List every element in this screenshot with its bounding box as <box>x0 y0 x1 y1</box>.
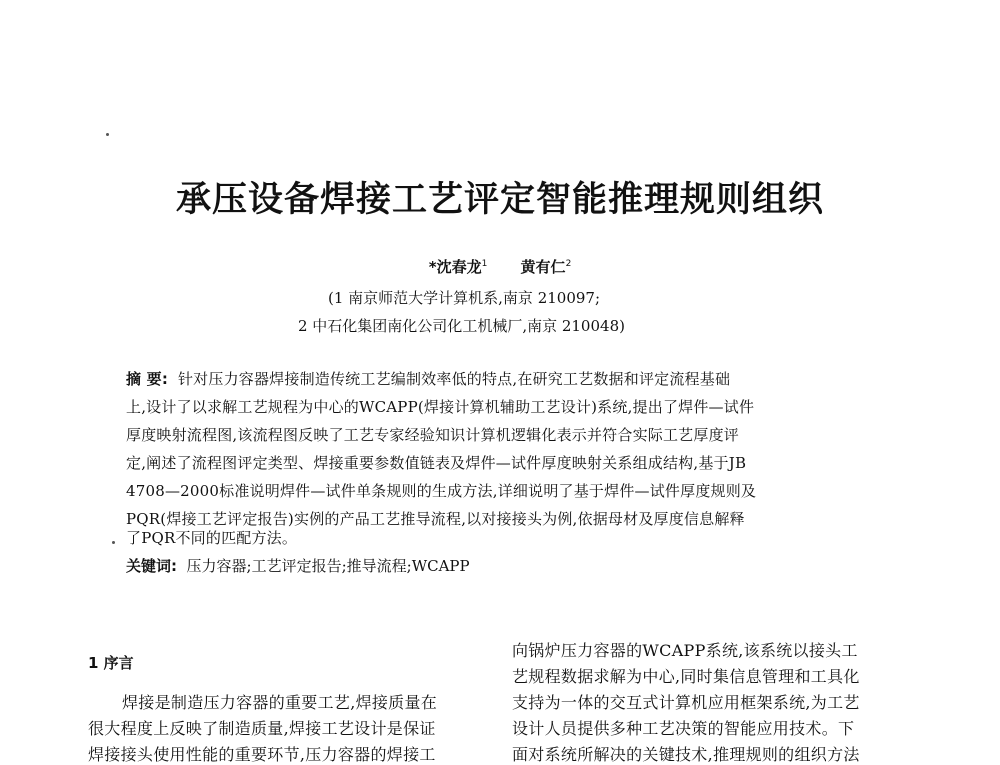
body-text-line: 焊接接头使用性能的重要环节,压力容器的焊接工 <box>88 745 436 764</box>
body-text-line: 焊接是制造压力容器的重要工艺,焊接质量在 <box>122 693 438 712</box>
author-2-affil-mark: 2 <box>565 259 572 269</box>
body-text-line: 面对系统所解决的关键技术,推理规则的组织方法 <box>512 745 860 764</box>
body-text-line: 艺规程数据求解为中心,同时集信息管理和工具化 <box>512 667 860 686</box>
abstract-line: 定,阐述了流程图评定类型、焊接重要参数值链表及焊件—试件厚度映射关系组成结构,基于JB <box>126 454 747 472</box>
abstract-line: 厚度映射流程图,该流程图反映了工艺专家经验知识计算机逻辑化表示并符合实际工艺厚度评 <box>126 426 739 444</box>
abstract-line: 了PQR不同的匹配方法。 <box>126 529 298 547</box>
body-text-line: 支持为一体的交互式计算机应用框架系统,为工艺 <box>512 693 860 712</box>
author-line <box>0 256 1000 277</box>
abstract-line <box>126 368 730 389</box>
body-text-line: 很大程度上反映了制造质量,焊接工艺设计是保证 <box>88 719 436 738</box>
keywords-text: 压力容器;工艺评定报告;推导流程;WCAPP <box>186 557 470 575</box>
abstract-line: PQR(焊接工艺评定报告)实例的产品工艺推导流程,以对接接头为例,依据母材及厚度信息解释 <box>126 510 745 528</box>
corresponding-mark: * <box>428 258 437 276</box>
author-1: 沈春龙 <box>436 258 482 276</box>
author-2: 黄有仁 <box>520 258 566 276</box>
abstract-line: 4708—2000标准说明焊件—试件单条规则的生成方法,详细说明了基于焊件—试件厚度规则及 <box>126 482 757 500</box>
paper-title: 承压设备焊接工艺评定智能推理规则组织 <box>175 180 824 220</box>
abstract-line: 上,设计了以求解工艺规程为中心的WCAPP(焊接计算机辅助工艺设计)系统,提出了焊件—试件 <box>126 398 755 416</box>
body-text-line: 向锅炉压力容器的WCAPP系统,该系统以接头工 <box>512 641 858 660</box>
affiliation-2: 2 中石化集团南化公司化工机械厂,南京 210048) <box>298 317 625 335</box>
affiliation-1: (1 南京师范大学计算机系,南京 210097; <box>328 289 601 307</box>
scan-speck <box>106 133 109 136</box>
section-heading: 1 序言 <box>88 654 134 672</box>
abstract-label: 摘 要: <box>126 370 169 388</box>
keywords <box>126 555 470 576</box>
abstract-text: 针对压力容器焊接制造传统工艺编制效率低的特点,在研究工艺数据和评定流程基础 <box>177 370 731 388</box>
keywords-label: 关键词: <box>126 557 177 575</box>
scan-speck <box>112 541 115 544</box>
body-text-line: 设计人员提供多种工艺决策的智能应用技术。下 <box>512 719 855 738</box>
author-1-affil-mark: 1 <box>481 259 488 269</box>
